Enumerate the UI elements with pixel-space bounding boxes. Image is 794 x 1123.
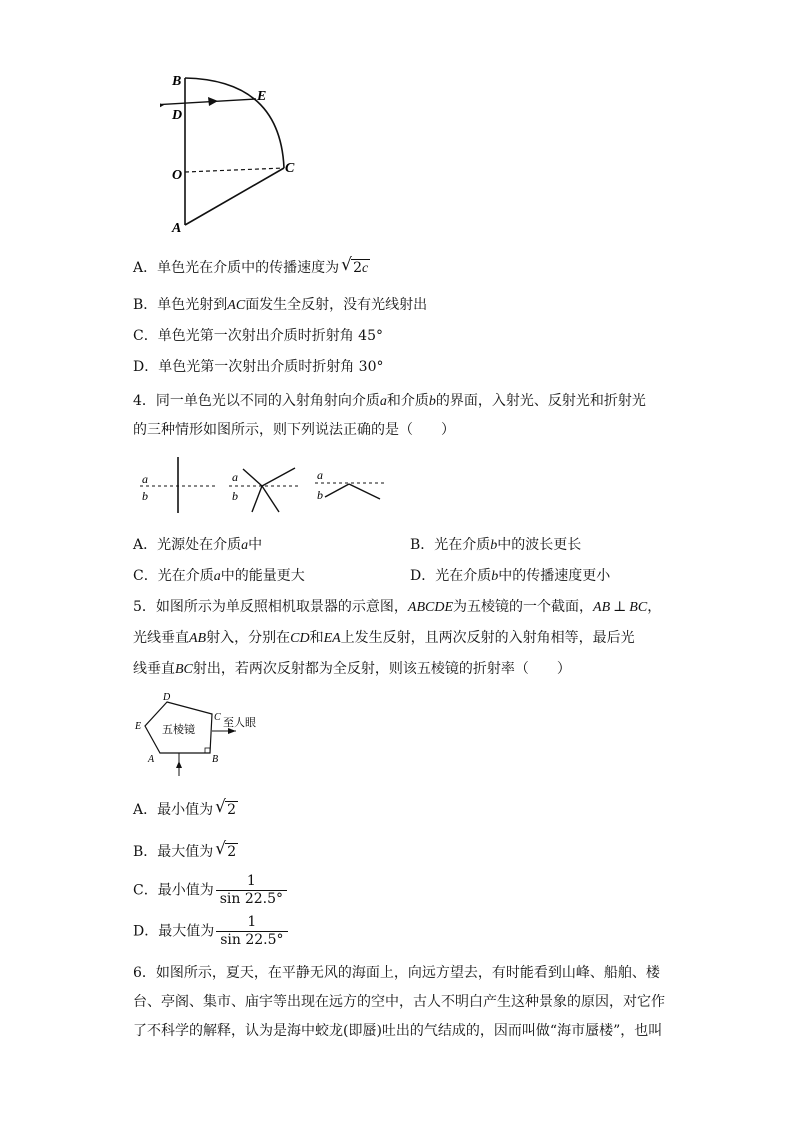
fraction-denominator: sin 22.5° — [219, 891, 284, 907]
q3-option-a-text: A．单色光在介质中的传播速度为 — [133, 260, 340, 276]
incoming-arrow — [176, 761, 182, 768]
q5-stem-line2 — [133, 628, 635, 649]
q4-l1-b: 和介质 — [386, 393, 429, 409]
q4-c-var: a — [213, 569, 221, 584]
prism-vertex-E: E — [135, 721, 142, 732]
q5-stem-line3 — [133, 659, 571, 680]
q5-l1-pre: 5．如图所示为单反照相机取景器的示意图， — [133, 599, 408, 615]
q6-stem-line3: 了不科学的解释，认为是海中蛟龙(即蜃)吐出的气结成的，因而叫做“海市蜃楼”，也叫 — [133, 1023, 663, 1039]
ray-3-reflect — [349, 484, 380, 499]
prism-vertex-C: C — [214, 712, 221, 723]
q6-stem-line1: 6．如图所示，夏天，在平静无风的海面上，向远方望去，有时能看到山峰、船舶、楼 — [133, 965, 660, 981]
q5-l1-mid: 为五棱镜的一个截面， — [453, 599, 594, 615]
ray-3-incident — [325, 484, 349, 497]
arrow-head-1 — [160, 101, 164, 110]
q5-l1-end: ， — [647, 599, 662, 615]
q3-option-c: C．单色光第一次射出介质时折射角 45° — [133, 328, 383, 344]
fraction-numerator: 1 — [216, 873, 287, 891]
right-angle-mark — [205, 748, 210, 753]
arc-BC — [185, 78, 284, 168]
fraction — [216, 873, 287, 908]
ray-2-reflect — [262, 468, 295, 486]
perpendicular-symbol: ⊥ — [613, 599, 627, 615]
q4-var-b: b — [428, 394, 436, 409]
q3-option-d: D．单色光第一次射出介质时折射角 30° — [133, 359, 384, 375]
incident-ray — [160, 99, 256, 106]
q4-d-pre: D．光在介质 — [410, 568, 492, 584]
q4-stem-line2: 的三种情形如图所示，则下列说法正确的是（ ） — [133, 422, 455, 438]
fig-label-a-2: a — [232, 470, 238, 484]
edge-AC — [185, 168, 284, 225]
q5-a-rad: 2 — [227, 802, 237, 818]
q3-option-b-suf: 面发生全反射，没有光线射出 — [245, 297, 428, 313]
q5-l2-mid2: 和 — [309, 630, 324, 646]
q5-l2-var1: AB — [189, 631, 207, 646]
q5-l3-pre: 线垂直 — [133, 661, 175, 677]
fraction-numerator: 1 — [216, 914, 287, 932]
prism-vertex-D: D — [163, 692, 171, 703]
q5-option-d — [133, 914, 288, 949]
ray-2-refract-l — [252, 486, 262, 512]
q4-var-a: a — [379, 394, 387, 409]
q4-option-c — [133, 566, 305, 587]
q3-rad-value: 2 — [353, 260, 363, 276]
q4-l1-c: 的界面，入射光、反射光和折射光 — [435, 393, 646, 409]
fig-label-b-3: b — [317, 488, 323, 502]
label-A: A — [172, 221, 182, 235]
q4-stem-line1 — [133, 391, 646, 412]
q5-d-text: D．最大值为 — [133, 923, 215, 940]
q5-b-text: B．最大值为 — [133, 844, 214, 860]
sqrt-symbol: √ 2 — [215, 839, 237, 860]
label-C: C — [285, 161, 295, 176]
fig-label-b-2: b — [232, 489, 238, 503]
q4-a-pre: A．光源处在介质 — [133, 537, 242, 553]
q5-l1-var2: AB — [593, 600, 611, 615]
q3-var-ac: AC — [227, 298, 246, 313]
q5-l2-var2: CD — [290, 631, 310, 646]
q5-stem-line1 — [133, 597, 661, 618]
q5-l1-var3: BC — [629, 600, 648, 615]
prism-label: 五棱镜 — [162, 724, 195, 736]
q3-option-b — [133, 295, 427, 316]
dashed-OC — [185, 168, 284, 172]
q6-stem-line2: 台、亭阁、集市、庙宇等出现在远方的空中，古人不明白产生这种景象的原因，对它作 — [133, 994, 665, 1010]
q4-d-var: b — [491, 569, 499, 584]
q4-a-var: a — [241, 538, 249, 553]
ray-2-incident — [243, 469, 262, 486]
fraction — [216, 914, 287, 949]
q5-option-b — [133, 839, 238, 862]
fraction-denominator: sin 22.5° — [220, 932, 284, 948]
figure-three-interfaces — [135, 455, 395, 517]
sqrt-symbol: √ 2 — [215, 797, 237, 818]
q4-b-var: b — [490, 538, 498, 553]
q3-var-c: c — [362, 261, 369, 276]
q5-c-text: C．最小值为 — [133, 882, 214, 899]
ray-2-refract-r — [262, 486, 279, 512]
q4-d-suf: 中的传播速度更小 — [498, 568, 611, 584]
q5-b-rad: 2 — [227, 844, 237, 860]
q5-option-c — [133, 873, 287, 908]
q4-a-suf: 中 — [248, 537, 263, 553]
prism-vertex-B: B — [212, 754, 219, 765]
q5-l2-end: 上发生反射，且两次反射的入射角相等，最后光 — [340, 630, 635, 646]
fig-label-b-1: b — [142, 489, 148, 503]
q5-a-text: A．最小值为 — [133, 802, 214, 818]
q4-b-suf: 中的波长更长 — [497, 537, 582, 553]
q4-l1-a: 4．同一单色光以不同的入射角射向介质 — [133, 393, 380, 409]
q3-option-b-pre: B．单色光射到 — [133, 297, 228, 313]
sqrt-symbol: √ 2c — [341, 255, 369, 276]
q5-l2-pre: 光线垂直 — [133, 630, 189, 646]
q4-option-b — [410, 535, 581, 556]
q5-l3-end: 射出，若两次反射都为全反射，则该五棱镜的折射率（ ） — [192, 661, 571, 677]
arrow-head-2 — [208, 97, 218, 106]
figure-quarter-circle — [160, 70, 310, 235]
q5-l2-mid1: 射入，分别在 — [206, 630, 291, 646]
label-E: E — [257, 89, 267, 104]
q4-option-d — [410, 566, 610, 587]
q5-option-a — [133, 797, 238, 820]
figure-pentaprism — [132, 690, 267, 780]
label-D: D — [172, 108, 183, 123]
q5-l1-var1: ABCDE — [407, 600, 454, 615]
label-B: B — [172, 74, 182, 89]
eye-label: 至人眼 — [223, 717, 256, 729]
q4-b-pre: B．光在介质 — [410, 537, 491, 553]
q4-c-pre: C．光在介质 — [133, 568, 214, 584]
fig-label-a-1: a — [142, 472, 148, 486]
label-O: O — [172, 168, 183, 183]
q4-c-suf: 中的能量更大 — [220, 568, 305, 584]
q5-l3-var: BC — [175, 662, 193, 677]
fig-label-a-3: a — [317, 468, 323, 482]
q5-l2-var3: EA — [323, 631, 341, 646]
prism-vertex-A: A — [148, 754, 155, 765]
q4-option-a — [133, 535, 262, 556]
q3-option-a — [133, 255, 370, 278]
